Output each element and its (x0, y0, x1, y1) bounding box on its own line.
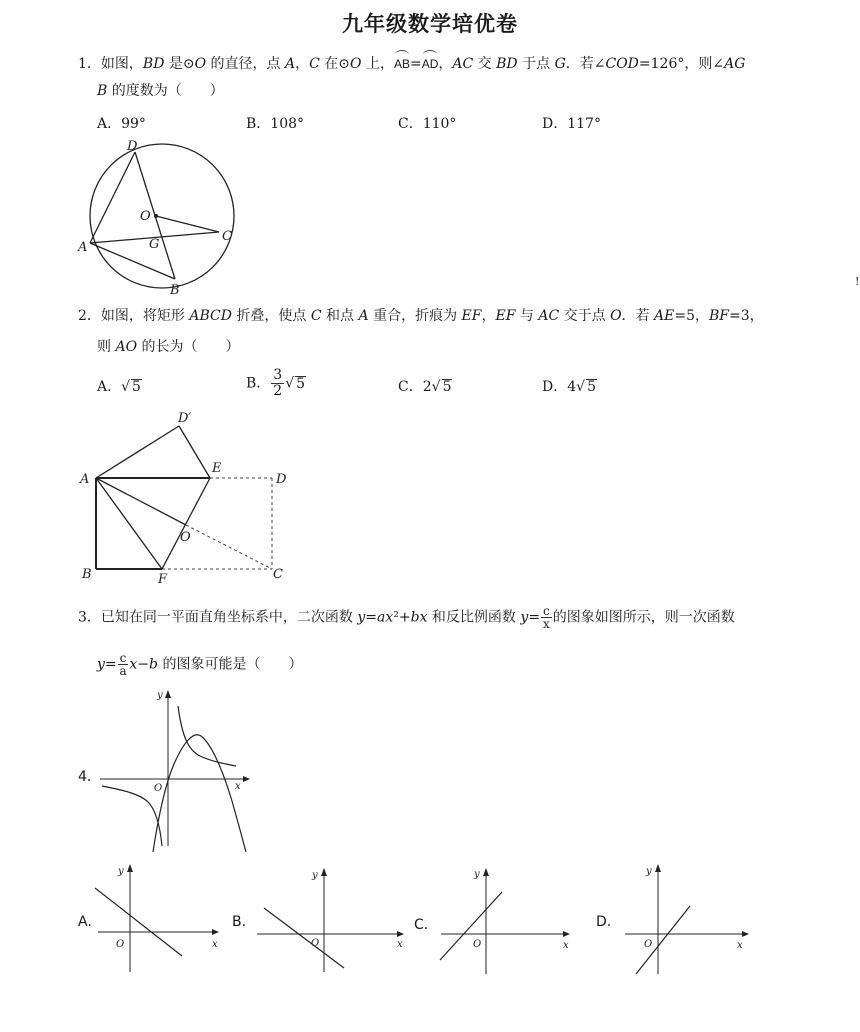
origin-label: O (116, 939, 125, 950)
page-title: 九年级数学培优卷 (342, 11, 518, 36)
x-arrow-icon (243, 776, 250, 782)
answer-b-graph (252, 864, 412, 979)
label-d: D (127, 139, 138, 154)
q1-option-c: C．110° (398, 116, 457, 132)
segment-ef (162, 478, 210, 569)
segment-dpe (179, 426, 210, 478)
label-o: O (180, 530, 191, 545)
segment-af (96, 478, 162, 569)
answer-d-graph (620, 860, 755, 980)
x-arrow-icon (742, 931, 749, 937)
x-arrow-icon (212, 929, 219, 935)
stray-mark: ! (855, 275, 860, 288)
q2-rectangle-figure (72, 408, 302, 588)
question-3-line-1: 3．已知在同一平面直角坐标系中，二次函数 y=ax²+bx 和反比例函数 y= $\frac{c}{x}$ 的图象如图所示，则一次函数 (78, 604, 735, 631)
axis-x-label: x (212, 939, 218, 950)
y-arrow-icon (321, 868, 327, 876)
q1-option-a: A．99° (97, 116, 146, 132)
point-o (154, 214, 158, 218)
parabola-curve (153, 735, 246, 852)
label-d-prime: D′ (178, 411, 192, 426)
origin-label: O (473, 939, 482, 950)
q2-option-c: C．2√ 5 (398, 379, 452, 395)
answer-c-graph (436, 862, 576, 980)
q2-option-a: A．√ 5 (97, 379, 141, 395)
label-g: G (149, 237, 160, 252)
y-arrow-icon (127, 864, 133, 872)
q1-circle-figure (72, 136, 252, 301)
axis-y-label: y (474, 869, 480, 880)
label-a: A (78, 240, 88, 255)
origin-label: O (644, 939, 653, 950)
question-2-line-2: 则 AO 的长为（ ） (97, 339, 240, 355)
segment-ab (90, 243, 175, 279)
q2-option-b: B． $\frac{3}{2}$ √ 5 (246, 367, 306, 399)
axis-x-label: x (397, 939, 403, 950)
q3-function-graph (98, 686, 258, 856)
arc-ad: AD (422, 50, 439, 74)
axis-y-label: y (118, 866, 124, 877)
circle-o (90, 144, 234, 288)
question-3-line-2: y= $\frac{c}{a}$ x−b 的图象可能是（ ） (97, 651, 303, 678)
y-arrow-icon (165, 690, 171, 698)
axis-x-label: x (737, 940, 743, 951)
y-arrow-icon (483, 868, 489, 876)
label-d: D (276, 472, 287, 487)
question-2-line-1: 2．如图，将矩形 ABCD 折叠，使点 C 和点 A 重合，折痕为 EF，EF 与 AC 交于点 O．若 AE=5，BF=3， (78, 308, 764, 324)
answer-a-graph (90, 860, 225, 980)
y-arrow-icon (655, 864, 661, 872)
label-c: C (222, 229, 232, 244)
axis-y-label: y (646, 866, 652, 877)
hyperbola-branch-2 (102, 786, 162, 846)
axis-y-label: y (157, 690, 163, 701)
answer-b-label: B. (232, 914, 247, 930)
q1-option-b: B．108° (246, 116, 305, 132)
origin-label: O (311, 938, 320, 949)
origin-label: O (154, 783, 163, 794)
question-4-label: 4． (78, 769, 101, 785)
line-graph (95, 888, 182, 956)
question-1-line-1: 1．如图，BD 是⊙O 的直径，点 A，C 在⊙O 上，AB=AD，AC 交 BD 于点 G．若∠COD=126°，则∠AG (78, 50, 745, 74)
x-arrow-icon (397, 931, 404, 937)
line-graph (264, 908, 344, 968)
label-a: A (80, 472, 90, 487)
x-arrow-icon (563, 931, 570, 937)
segment-da (90, 152, 135, 243)
segment-ao (96, 478, 186, 525)
line-graph (440, 892, 502, 960)
segment-oc (156, 216, 219, 232)
q2-option-d: D．4√ 5 (542, 379, 596, 395)
answer-a-label: A. (78, 914, 92, 930)
segment-adp (96, 426, 179, 478)
question-1-line-2: B 的度数为（ ） (97, 83, 224, 99)
label-f: F (158, 572, 168, 587)
label-o: O (140, 209, 151, 224)
q1-option-d: D．117° (542, 116, 601, 132)
axis-y-label: y (312, 870, 318, 881)
answer-d-label: D. (596, 914, 612, 930)
axis-x-label: x (235, 781, 241, 792)
label-e: E (212, 461, 222, 476)
label-b: B (170, 283, 180, 298)
label-c: C (273, 567, 283, 582)
dashed-oc (186, 525, 272, 569)
answer-c-label: C． (414, 917, 438, 933)
arc-ab: AB (394, 50, 410, 74)
label-b: B (82, 567, 92, 582)
axis-x-label: x (563, 940, 569, 951)
hyperbola-branch-1 (178, 706, 236, 766)
